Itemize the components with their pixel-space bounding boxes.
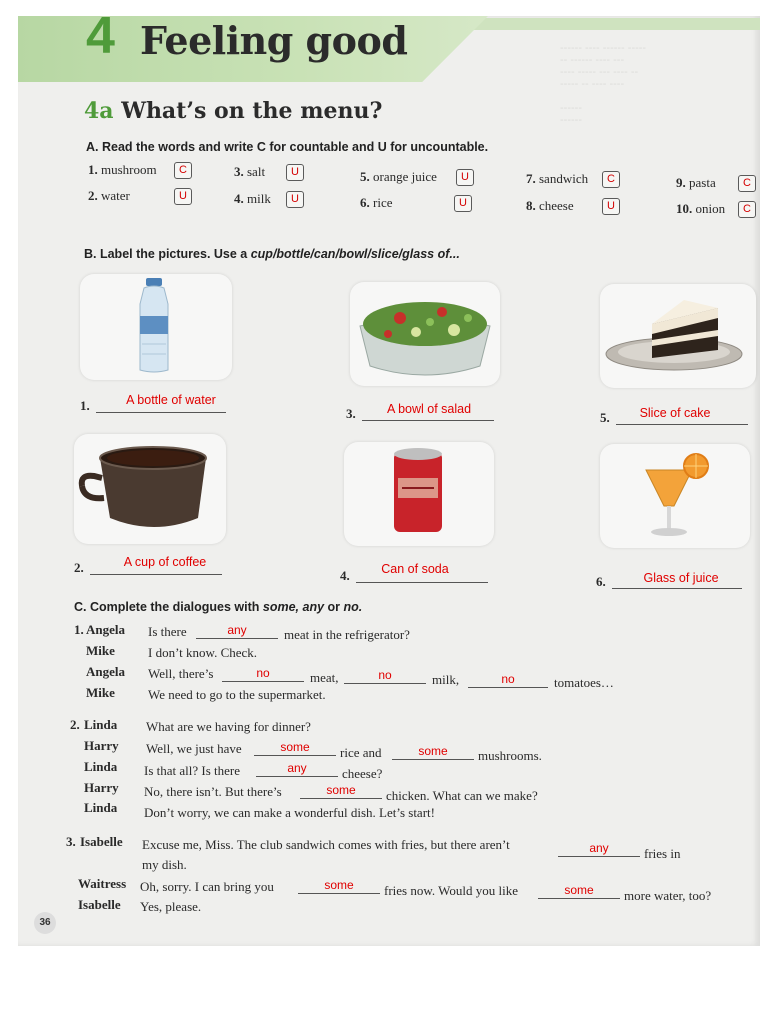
word-text: water	[101, 188, 130, 203]
speaker-name: Mike	[86, 643, 115, 658]
word-number: 2.	[88, 188, 98, 203]
dialogue-number: 1.	[74, 622, 84, 637]
lesson-number: 4a	[84, 98, 114, 124]
answer-line-1	[96, 412, 226, 413]
fill-blank[interactable]: some	[254, 741, 336, 756]
answer-box[interactable]: U	[602, 198, 620, 215]
word-text: salt	[247, 164, 266, 179]
fill-blank[interactable]: some	[300, 784, 382, 799]
word-item	[526, 198, 574, 214]
word-text: cheese	[539, 198, 574, 213]
dialogue-text: Don’t worry, we can make a wonderful dish. Let’s start!	[144, 805, 435, 820]
word-number: 6.	[360, 195, 370, 210]
word-text: mushroom	[101, 162, 157, 177]
label-number-1: 1.	[80, 398, 90, 413]
answer-bottle-of-water: A bottle of water	[126, 393, 216, 407]
word-item	[234, 191, 271, 207]
soda-can-icon	[344, 442, 494, 546]
word-text: sandwich	[539, 171, 589, 186]
answer-glass-of-juice: Glass of juice	[643, 571, 719, 585]
fill-blank[interactable]: no	[222, 667, 304, 682]
word-item	[526, 171, 588, 187]
word-item	[360, 195, 392, 211]
word-number: 5.	[360, 169, 370, 184]
dialogue-text: cheese?	[342, 766, 383, 781]
answer-box[interactable]: C	[738, 201, 756, 218]
section-a-instruction: A. Read the words and write C for countable and U for uncountable.	[86, 140, 489, 154]
dialogue-text: fries in	[644, 846, 681, 861]
section-b-keywords: cup/bottle/can/bowl/slice/glass of...	[250, 247, 460, 261]
speaker-name: Mike	[86, 685, 115, 700]
picture-bowl-of-salad	[350, 282, 500, 386]
answer-box[interactable]: C	[738, 175, 756, 192]
fill-blank[interactable]: no	[344, 669, 426, 684]
picture-cup-of-coffee	[74, 434, 226, 544]
picture-glass-of-juice	[600, 444, 750, 548]
word-number: 1.	[88, 162, 98, 177]
dialogue-text: We need to go to the supermarket.	[148, 687, 326, 702]
word-text: orange juice	[373, 169, 437, 184]
dialogue-text: meat,	[310, 670, 339, 685]
speaker-name: Linda	[84, 759, 118, 774]
dialogue-text: I don’t know. Check.	[148, 645, 258, 660]
answer-box[interactable]: U	[456, 169, 474, 186]
unit-number: 4	[86, 7, 115, 65]
speaker-name: Harry	[84, 738, 119, 753]
word-number: 7.	[526, 171, 536, 186]
word-item	[234, 164, 265, 180]
dialogue-text: rice and	[340, 745, 382, 760]
answer-box[interactable]: U	[454, 195, 472, 212]
salad-bowl-icon	[350, 282, 500, 386]
dialogue-text: Well, there’s	[148, 666, 214, 681]
fill-blank[interactable]: some	[298, 879, 380, 894]
answer-cup-of-coffee: A cup of coffee	[123, 555, 207, 569]
dialogue-text: What are we having for dinner?	[146, 719, 311, 734]
word-item	[676, 201, 725, 217]
dialogue-text: Is that all? Is there	[144, 763, 241, 778]
dialogue-text: Yes, please.	[140, 899, 202, 914]
dialogue-text: my dish.	[142, 857, 187, 872]
label-number-2: 2.	[74, 560, 84, 575]
dialogue-text: No, there isn’t. But there’s	[144, 784, 282, 799]
dialogue-text: Excuse me, Miss. The club sandwich comes with fries, but there aren’t	[142, 837, 510, 852]
speaker-name: Isabelle	[80, 834, 123, 849]
answer-line-6	[612, 588, 742, 589]
dialogue-number: 2.	[70, 717, 80, 732]
dialogue-text: Is there	[148, 624, 187, 639]
word-item	[360, 169, 437, 185]
speaker-name: Angela	[86, 622, 125, 637]
word-text: pasta	[689, 175, 716, 190]
word-text: rice	[373, 195, 393, 210]
word-number: 8.	[526, 198, 536, 213]
answer-line-3	[362, 420, 494, 421]
speaker-name: Isabelle	[78, 897, 121, 912]
word-text: milk	[247, 191, 271, 206]
picture-slice-of-cake	[600, 284, 756, 388]
answer-can-of-soda: Can of soda	[381, 562, 449, 576]
dialogue-text: more water, too?	[624, 888, 712, 903]
word-item	[676, 175, 716, 191]
word-item	[88, 162, 157, 178]
answer-line-4	[356, 582, 488, 583]
answer-box[interactable]: U	[286, 191, 304, 208]
bottle-icon	[80, 274, 232, 380]
answer-slice-of-cake: Slice of cake	[639, 406, 711, 420]
fill-blank[interactable]: any	[256, 762, 338, 777]
fill-blank[interactable]: some	[538, 884, 620, 899]
speaker-name: Linda	[84, 717, 118, 732]
juice-glass-icon	[600, 444, 750, 548]
speaker-name: Waitress	[78, 876, 127, 891]
coffee-cup-icon	[74, 434, 226, 544]
word-item	[88, 188, 130, 204]
speaker-name: Angela	[86, 664, 125, 679]
answer-line-5	[616, 424, 748, 425]
word-number: 9.	[676, 175, 686, 190]
answer-box[interactable]: C	[174, 162, 192, 179]
dialogue-text: fries now. Would you like	[384, 883, 518, 898]
section-b-instruction: B. Label the pictures. Use a cup/bottle/can/bowl/slice/glass of...	[84, 247, 460, 261]
fill-blank[interactable]: no	[468, 673, 548, 688]
answer-bowl-of-salad: A bowl of salad	[386, 402, 472, 416]
dialogue-text: tomatoes…	[554, 675, 614, 690]
picture-can-of-soda	[344, 442, 494, 546]
picture-bottle-of-water	[80, 274, 232, 380]
fill-blank[interactable]: any	[558, 842, 640, 857]
answer-line-2	[90, 574, 222, 575]
fill-blank[interactable]: any	[196, 624, 278, 639]
label-number-6: 6.	[596, 574, 606, 589]
cake-slice-icon	[600, 284, 756, 388]
dialogue-text: meat in the refrigerator?	[284, 627, 410, 642]
label-number-3: 3.	[346, 406, 356, 421]
speaker-name: Harry	[84, 780, 119, 795]
word-number: 4.	[234, 191, 244, 206]
word-text: onion	[695, 201, 726, 216]
fill-blank[interactable]: some	[392, 745, 474, 760]
word-number: 3.	[234, 164, 244, 179]
dialogue-text: Oh, sorry. I can bring you	[140, 879, 274, 894]
speaker-name: Linda	[84, 800, 118, 815]
dialogue-text: milk,	[432, 672, 460, 687]
lesson-title	[84, 98, 382, 124]
page-number: 36	[34, 912, 56, 934]
lesson-heading: What’s on the menu?	[121, 98, 383, 124]
bleed-through-text: ------ ---- ------ ----- -- ------ ---- --- ---- ----- --- ---- -- ----- -- ---- ---- ------ ------	[560, 42, 647, 126]
answer-box[interactable]: C	[602, 171, 620, 188]
dialogue-text: Well, we just have	[146, 741, 242, 756]
dialogue-text: mushrooms.	[478, 748, 542, 763]
dialogue-text: chicken. What can we make?	[386, 788, 538, 803]
dialogue-number: 3.	[66, 834, 76, 849]
answer-box[interactable]: U	[286, 164, 304, 181]
section-c-instruction: C. Complete the dialogues with some, any or no.	[74, 600, 363, 614]
unit-title: Feeling good	[140, 18, 408, 63]
label-number-5: 5.	[600, 410, 610, 425]
word-number: 10.	[676, 201, 693, 216]
label-number-4: 4.	[340, 568, 350, 583]
answer-box[interactable]: U	[174, 188, 192, 205]
